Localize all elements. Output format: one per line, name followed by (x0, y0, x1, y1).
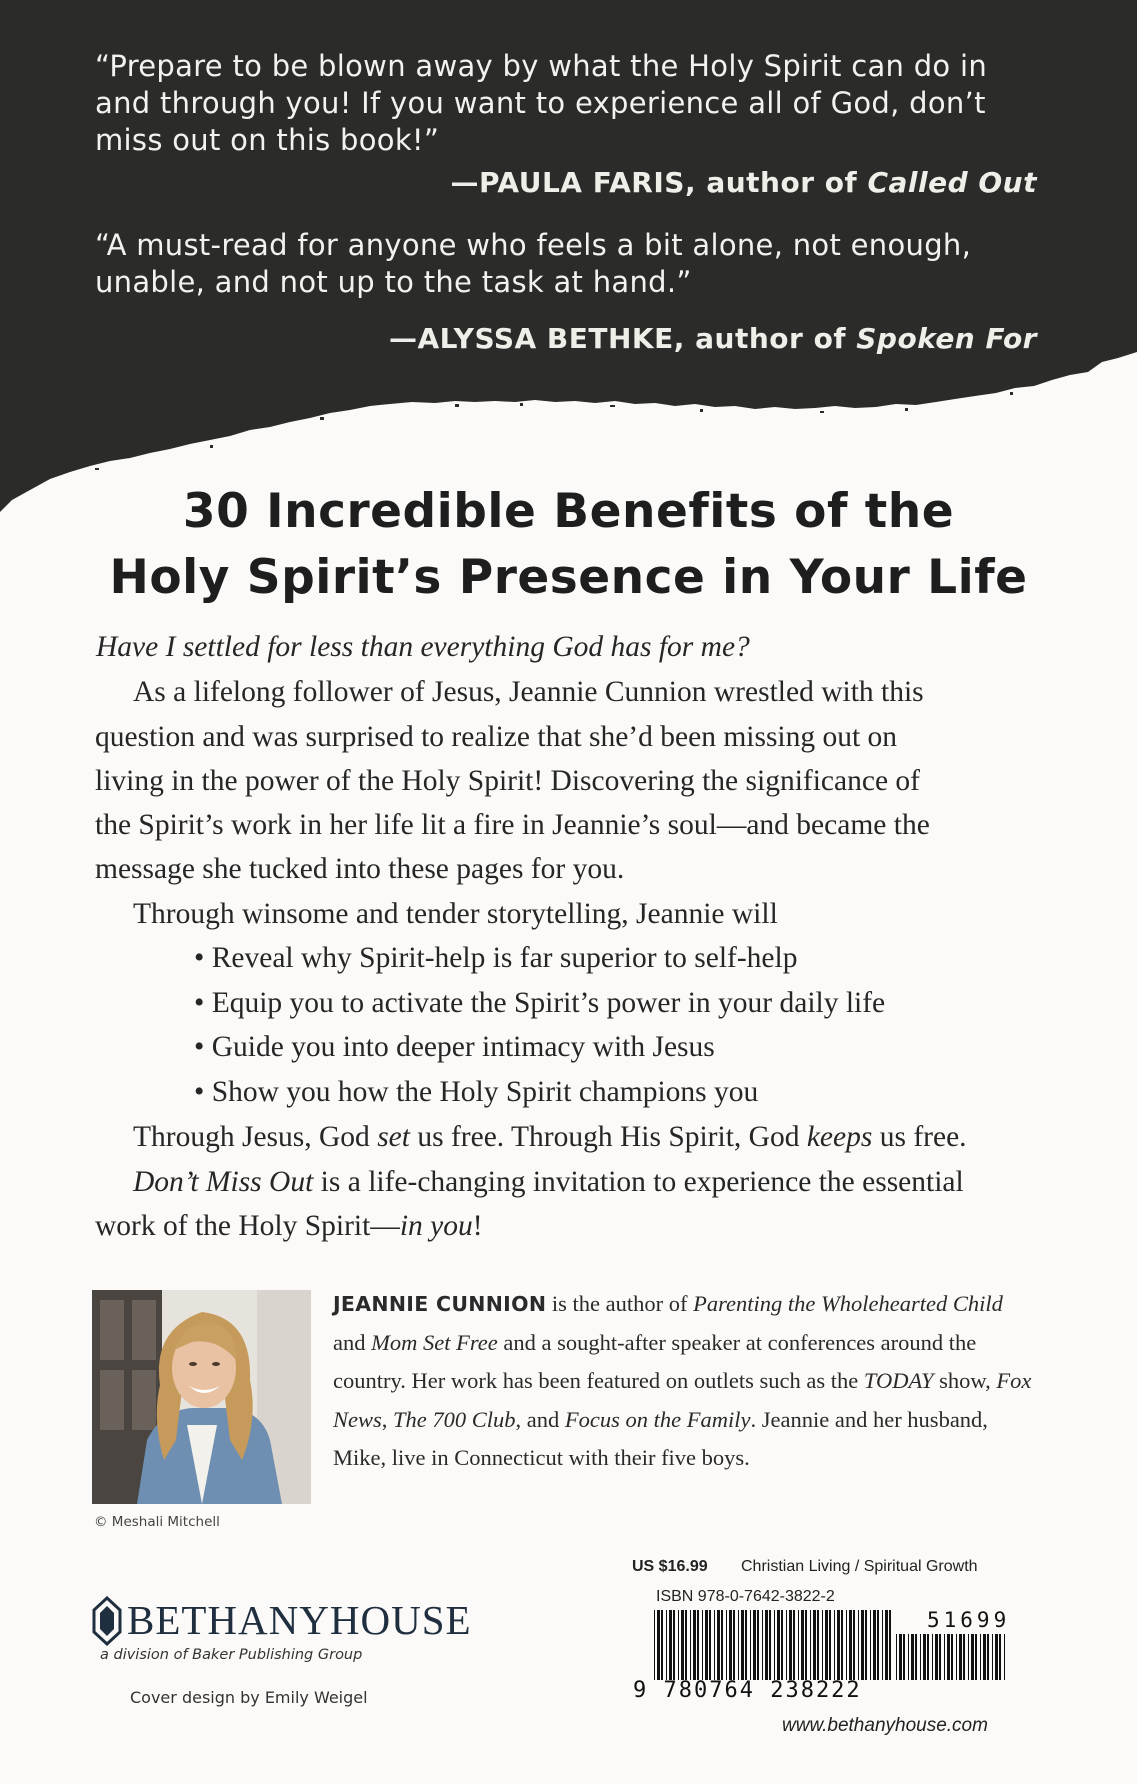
barcode-bar (786, 1610, 787, 1680)
barcode-bar (729, 1610, 732, 1680)
text-run: is the author of (546, 1291, 694, 1316)
bethany-house-logo-icon (92, 1596, 122, 1646)
barcode-bar (983, 1634, 986, 1680)
bullet-text: Guide you into deeper intimacy with Jesus (211, 1031, 715, 1063)
text-run: Don’t Miss Out (133, 1166, 314, 1198)
barcode-bar (774, 1610, 775, 1680)
opening-question: Have I settled for less than everything God has for me? (96, 631, 750, 663)
barcode-bar (805, 1610, 807, 1680)
barcode-bar (877, 1610, 879, 1680)
barcode-bar (899, 1634, 902, 1680)
bullet-item: • Equip you to activate the Spirit’s power in your daily life (194, 987, 886, 1019)
barcode-bar (678, 1610, 679, 1680)
barcode-bar (858, 1610, 859, 1680)
barcode-bar (939, 1634, 941, 1680)
barcode-bar (769, 1610, 771, 1680)
text-run: show, (933, 1368, 997, 1394)
cover-design-credit: Cover design by Emily Weigel (130, 1688, 368, 1707)
barcode-bar (673, 1610, 675, 1680)
bullet-text: Show you how the Holy Spirit champions you (211, 1076, 759, 1108)
barcode-bar (726, 1610, 727, 1680)
quote-line: miss out on this book!” (95, 123, 440, 157)
quote-line: and through you! If you want to experience all of God, don’t (95, 86, 986, 120)
text-run: work of the Holy Spirit— (95, 1210, 400, 1242)
barcode-bar (825, 1610, 828, 1680)
barcode-bar (714, 1610, 715, 1680)
barcode-bar (846, 1610, 847, 1680)
barcode-bar (992, 1634, 993, 1680)
paragraph-line: question and was surprised to realize that she’d been missing out on (95, 721, 898, 753)
bullet-text: Reveal why Spirit-help is far superior to self-help (211, 942, 798, 974)
attribution-name: —PAULA FARIS, author of (450, 166, 868, 199)
closing-line-3 (95, 1210, 483, 1243)
barcode-bar (741, 1610, 744, 1680)
barcode-bar (911, 1634, 914, 1680)
barcode-bar (999, 1634, 1001, 1680)
barcode-bar (717, 1610, 720, 1680)
barcode-bar (837, 1610, 840, 1680)
barcode-bar (693, 1610, 696, 1680)
barcode-bar (738, 1610, 739, 1680)
barcode-bar (733, 1610, 735, 1680)
barcode-bar (873, 1610, 876, 1680)
book-title: Parenting the Wholehearted Child (693, 1291, 1003, 1316)
text-run: keeps (806, 1121, 873, 1153)
barcode-bar (657, 1610, 660, 1680)
barcode-bar (817, 1610, 819, 1680)
text-run: and (333, 1329, 372, 1355)
isbn: ISBN 978-0-7642-3822-2 (656, 1588, 835, 1605)
barcode-bar (777, 1610, 780, 1680)
barcode-bar (968, 1634, 969, 1680)
barcode-bar (944, 1634, 945, 1680)
barcode-bar (681, 1610, 684, 1680)
closing-line-1 (133, 1121, 967, 1154)
barcode-bar (853, 1610, 855, 1680)
barcode-bar (705, 1610, 708, 1680)
outlet-name: Fox News (333, 1368, 1032, 1432)
barcode-bar (885, 1610, 888, 1680)
endorsement-quote-1 (95, 48, 1055, 159)
barcode-bar (980, 1634, 981, 1680)
barcode-bar (690, 1610, 691, 1680)
text-run: ! (472, 1210, 483, 1242)
barcode-bar (813, 1610, 816, 1680)
paragraph-line: living in the power of the Holy Spirit! Discovering the significance of (95, 765, 920, 797)
barcode-bar (753, 1610, 756, 1680)
barcode-bar (927, 1634, 929, 1680)
text-run: and a sought-after speaker at conferences around the country. Her work has been featured on outlets such as the (333, 1329, 977, 1394)
barcode-bar (987, 1634, 989, 1680)
barcode-bar (765, 1610, 768, 1680)
barcode-bar (1004, 1634, 1005, 1680)
barcode-bar (822, 1610, 823, 1680)
price-code: 51699 (927, 1608, 1011, 1632)
endorsement-quote-2 (95, 227, 1055, 301)
text-run: is a life-changing invitation to experience the essential (313, 1166, 964, 1198)
text-run: , and (515, 1406, 565, 1432)
barcode-bar (903, 1634, 905, 1680)
text-run: in you (399, 1210, 473, 1242)
text-run: Through Jesus, God (133, 1121, 378, 1153)
endorsement-attribution-2 (389, 322, 1037, 355)
barcode-bar (932, 1634, 933, 1680)
price: US $16.99 (632, 1558, 708, 1575)
barcode-bar (697, 1610, 699, 1680)
category: Christian Living / Spiritual Growth (741, 1558, 978, 1575)
barcode-bar (793, 1610, 795, 1680)
barcode-bar (709, 1610, 711, 1680)
barcode-bar (798, 1610, 799, 1680)
barcode-bar (801, 1610, 804, 1680)
barcode-bar (721, 1610, 723, 1680)
outlet-name: The 700 Club (393, 1406, 516, 1432)
barcode-bar (654, 1610, 655, 1680)
text-run: , (381, 1406, 394, 1432)
barcode-bar (959, 1634, 962, 1680)
barcode-bar (956, 1634, 957, 1680)
barcode-bar (685, 1610, 687, 1680)
isbn-barcode (654, 1610, 892, 1680)
barcode-bar (745, 1610, 747, 1680)
barcode-bar (995, 1634, 998, 1680)
bullets-intro: Through winsome and tender storytelling, Jeannie will (133, 898, 778, 930)
barcode-bar (947, 1634, 950, 1680)
barcode-bar (666, 1610, 667, 1680)
barcode-bar (889, 1610, 891, 1680)
barcode-bar (975, 1634, 977, 1680)
barcode-bar (861, 1610, 864, 1680)
barcode-bar (865, 1610, 867, 1680)
barcode-bar (789, 1610, 792, 1680)
text-run: . Jeannie and her husband, Mike, live in Connecticut with their five boys. (333, 1406, 988, 1471)
closing-line-2 (133, 1166, 964, 1199)
barcode-bar (661, 1610, 663, 1680)
barcode-bar (757, 1610, 759, 1680)
barcode-bar (834, 1610, 835, 1680)
barcode-bar (702, 1610, 703, 1680)
bullet-item: • Guide you into deeper intimacy with Jesus (194, 1031, 715, 1063)
outlet-name: TODAY (863, 1368, 934, 1394)
attribution-name: —ALYSSA BETHKE, author of (389, 322, 857, 355)
author-bio (333, 1285, 1033, 1478)
publisher-division: a division of Baker Publishing Group (100, 1647, 363, 1663)
barcode-number: 9 780764 238222 (633, 1678, 862, 1703)
endorsement-attribution-1 (450, 166, 1037, 199)
publisher-logo-text: BETHANYHOUSE (127, 1597, 472, 1643)
barcode-bar (971, 1634, 974, 1680)
headline-line-2: Holy Spirit’s Presence in Your Life (109, 550, 1028, 605)
headline-line-1: 30 Incredible Benefits of the (182, 484, 955, 539)
book-title: Mom Set Free (371, 1329, 498, 1355)
barcode-bar (920, 1634, 921, 1680)
quote-line: unable, and not up to the task at hand.” (95, 265, 692, 299)
outlet-name: Focus on the Family (564, 1406, 751, 1432)
text-run: set (377, 1121, 410, 1153)
paragraph-line: the Spirit’s work in her life lit a fire in Jeannie’s soul—and became the (95, 809, 930, 841)
publisher-website: www.bethanyhouse.com (782, 1715, 988, 1736)
attribution-book-title: Spoken For (856, 322, 1037, 355)
attribution-book-title: Called Out (867, 166, 1037, 199)
paragraph-line: message she tucked into these pages for you. (95, 853, 625, 885)
price-barcode (896, 1634, 1006, 1680)
bullet-item: • Reveal why Spirit-help is far superior to self-help (194, 942, 798, 974)
quote-line: “Prepare to be blown away by what the Holy Spirit can do in (95, 49, 988, 83)
barcode-bar (870, 1610, 871, 1680)
author-name: JEANNIE CUNNION (333, 1292, 547, 1316)
barcode-bar (762, 1610, 763, 1680)
barcode-bar (923, 1634, 926, 1680)
text-run: us free. (872, 1121, 967, 1153)
paragraph-line: As a lifelong follower of Jesus, Jeannie Cunnion wrestled with this (133, 676, 924, 708)
barcode-bar (841, 1610, 843, 1680)
quote-line: “A must-read for anyone who feels a bit alone, not enough, (95, 228, 972, 262)
barcode-bar (829, 1610, 831, 1680)
bullet-item: • Show you how the Holy Spirit champions you (194, 1076, 759, 1108)
barcode-bar (849, 1610, 852, 1680)
barcode-bar (963, 1634, 965, 1680)
bullet-text: Equip you to activate the Spirit’s power in your daily life (211, 987, 886, 1019)
barcode-bar (669, 1610, 672, 1680)
author-photo (92, 1290, 311, 1504)
barcode-bar (915, 1634, 917, 1680)
barcode-bar (781, 1610, 783, 1680)
barcode-bar (935, 1634, 938, 1680)
barcode-bar (750, 1610, 751, 1680)
barcode-bar (908, 1634, 909, 1680)
barcode-bar (810, 1610, 811, 1680)
photo-credit: © Meshali Mitchell (94, 1514, 220, 1530)
text-run: us free. Through His Spirit, God (409, 1121, 807, 1153)
barcode-bar (951, 1634, 953, 1680)
barcode-bar (882, 1610, 883, 1680)
barcode-bar (896, 1634, 897, 1680)
